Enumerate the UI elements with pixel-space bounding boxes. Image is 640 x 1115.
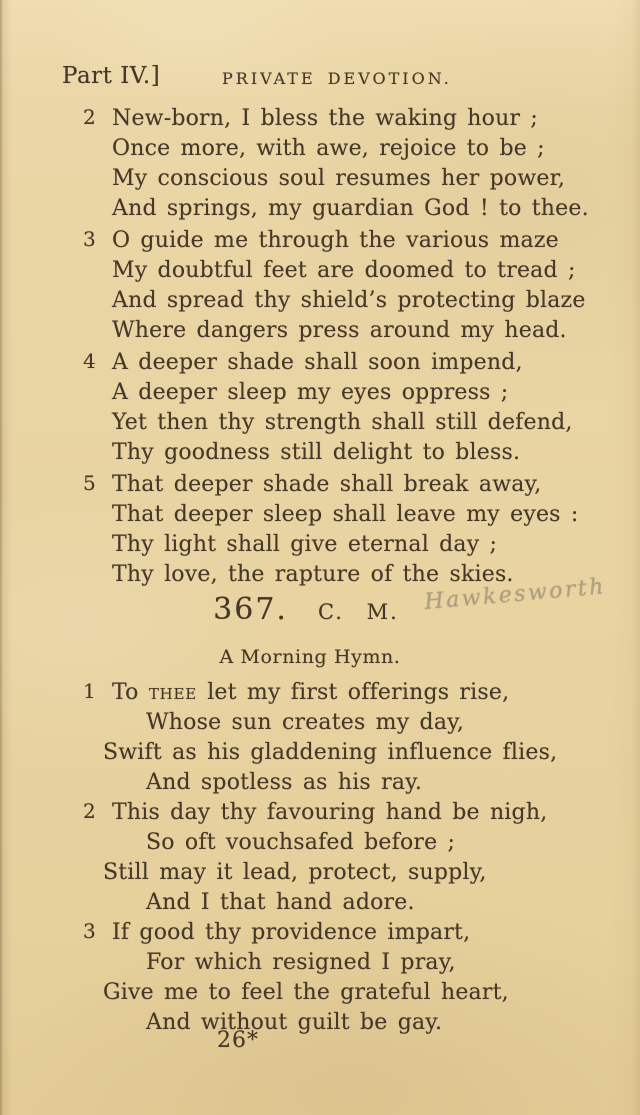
verse-line-opening: To: [112, 680, 149, 705]
stanza: [62, 918, 624, 1038]
verse-line: And spread thy shield’s protecting blaze: [112, 288, 586, 313]
verse-line: And spotless as his ray.: [146, 770, 423, 795]
stanza: [62, 678, 624, 798]
verse-line: A deeper sleep my eyes oppress ;: [112, 380, 509, 405]
verse-line: Thy love, the rapture of the skies.: [112, 562, 514, 587]
verse-line: Where dangers press around my head.: [112, 318, 567, 343]
signature-mark: 26*: [217, 1028, 259, 1053]
verse-line: Thy light shall give eternal day ;: [112, 532, 498, 557]
hymn-number: 367.: [213, 592, 288, 627]
stanza-number: 5: [83, 471, 96, 495]
verse-line-rest: let my first offerings rise,: [197, 680, 510, 705]
verse-line: This day thy favouring hand be nigh,: [112, 800, 548, 825]
verse-line: So oft vouchsafed before ;: [146, 830, 456, 855]
hymn-title: A Morning Hymn.: [219, 646, 401, 668]
verse-line: And I that hand adore.: [146, 890, 415, 915]
handwritten-annotation: Hawkesworth: [423, 574, 607, 616]
verse-line: Still may it lead, protect, supply,: [103, 860, 487, 885]
verse-line-smallcaps: thee: [148, 680, 197, 705]
verse-line: My doubtful feet are doomed to tread ;: [112, 258, 576, 283]
stanza: [62, 348, 624, 468]
verse-line: And without guilt be gay.: [146, 1010, 443, 1035]
hymn-stanzas: [62, 678, 624, 1038]
stanza: [62, 798, 624, 918]
stanza-number: 1: [83, 679, 96, 703]
stanza-number: 2: [83, 105, 96, 129]
running-title: PRIVATE DEVOTION.: [222, 69, 452, 88]
verse-line: A deeper shade shall soon impend,: [112, 350, 523, 375]
stanza-number: 3: [83, 227, 96, 251]
verse-line: My conscious soul resumes her power,: [112, 166, 566, 191]
verse-line: That deeper sleep shall leave my eyes :: [112, 502, 579, 527]
part-label: Part IV.]: [62, 63, 161, 89]
verse-line: Give me to feel the grateful heart,: [103, 980, 509, 1005]
verse-line: Thy goodness still delight to bless.: [112, 440, 521, 465]
stanza-number: 4: [83, 349, 96, 373]
verse-line: Whose sun creates my day,: [146, 710, 465, 735]
stanza: [62, 226, 624, 346]
hymn-meter: C. M.: [317, 600, 399, 624]
verse-line: That deeper shade shall break away,: [112, 472, 542, 497]
verse-line: [112, 678, 624, 708]
hymn-heading: [0, 592, 626, 627]
stanza: [62, 104, 624, 224]
previous-hymn-stanzas: [62, 104, 624, 592]
verse-line: New-born, I bless the waking hour ;: [112, 106, 539, 131]
verse-line: And springs, my guardian God ! to thee.: [112, 196, 589, 221]
verse-line: Yet then thy strength shall still defend,: [112, 410, 573, 435]
verse-line: For which resigned I pray,: [146, 950, 456, 975]
verse-line: O guide me through the various maze: [112, 228, 559, 253]
page-header: [0, 63, 640, 95]
verse-line: If good thy providence impart,: [112, 920, 471, 945]
verse-line: Once more, with awe, rejoice to be ;: [112, 136, 545, 161]
stanza-number: 3: [83, 919, 96, 943]
stanza: [62, 470, 624, 590]
verse-line: Swift as his gladdening influence flies,: [103, 740, 558, 765]
stanza-number: 2: [83, 799, 96, 823]
